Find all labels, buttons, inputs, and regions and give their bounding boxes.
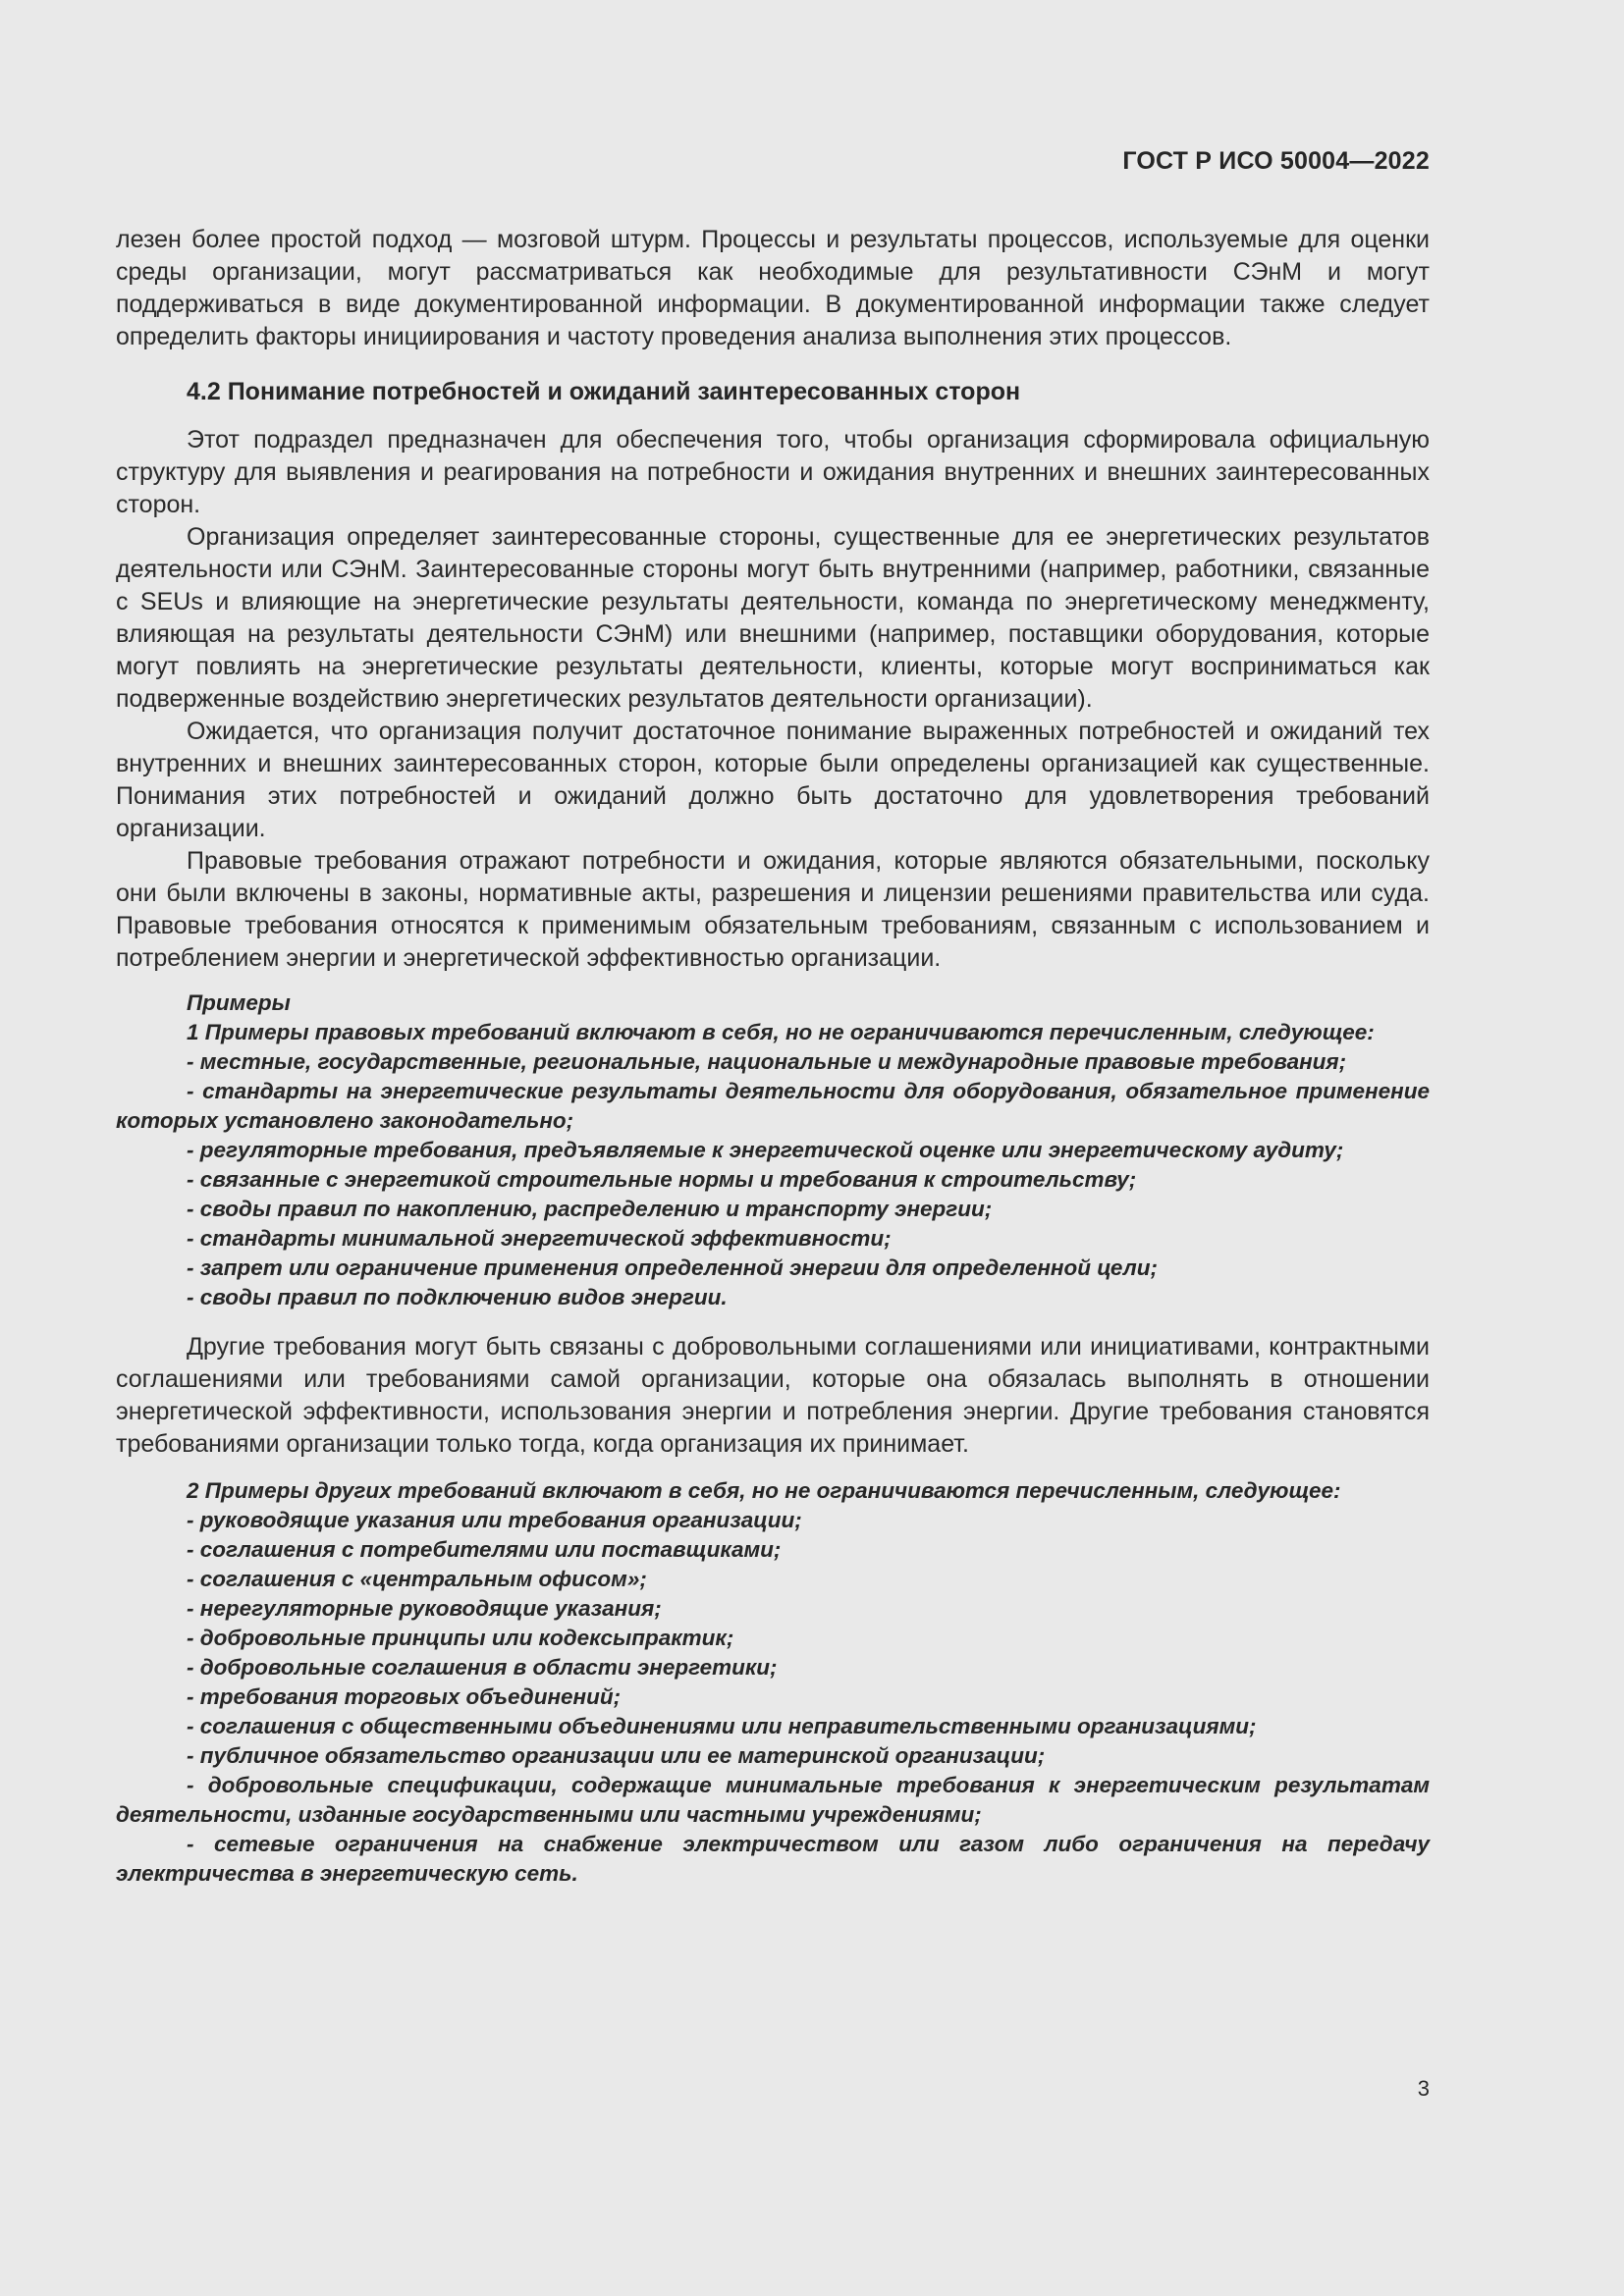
example-1-item: - связанные с энергетикой строительные нормы и требования к строительству; [187,1167,1137,1192]
example-1-item: - своды правил по подключению видов энергии. [187,1285,728,1309]
example-1-intro: 1 Примеры правовых требований включают в себя, но не ограничиваются перечисленным, следующее: [187,1020,1375,1044]
paragraph-intro: лезен более простой подход — мозговой штурм. Процессы и результаты процессов, используемые для оценки среды организации, могут рассматриваться как необходимые для результативности СЭнМ и могут поддерживаться в виде документированной информации. В документированной информации также следует определить факторы инициирования и частоту проведения анализа выполнения этих процессов. [116,226,1430,350]
examples-block-2 [116,1476,1430,1889]
paragraph-4: Правовые требования отражают потребности и ожидания, которые являются обязательными, поскольку они были включены в законы, нормативные акты, разрешения и лицензии решениями правительства или суда. Правовые требования относятся к применимым обязательным требованиям, связанным с использованием и потреблением энергии и энергетической эффективностью организации. [116,847,1430,972]
example-1-item: - своды правил по накоплению, распределению и транспорту энергии; [187,1197,993,1221]
document-code: ГОСТ Р ИСО 50004—2022 [1122,147,1430,175]
paragraph-2: Организация определяет заинтересованные стороны, существенные для ее энергетических результатов деятельности или СЭнМ. Заинтересованные стороны могут быть внутренними (например, работники, связанные с SEUs и влияющие на энергетические результаты деятельности, команда по энергетическому менеджменту, влияющая на результаты деятельности СЭнМ) или внешними (например, поставщики оборудования, которые могут повлиять на энергетические результаты деятельности, клиенты, которые могут восприниматься как подверженные воздействию энергетических результатов деятельности организации). [116,523,1430,713]
paragraph-1: Этот подраздел предназначен для обеспечения того, чтобы организация сформировала официальную структуру для выявления и реагирования на потребности и ожидания внутренних и внешних заинтересованных сторон. [116,426,1430,518]
section-heading: 4.2 Понимание потребностей и ожиданий заинтересованных сторон [187,378,1021,405]
example-2-item: - нерегуляторные руководящие указания; [187,1596,662,1621]
example-2-item: - добровольные спецификации, содержащие минимальные требования к энергетическим результатам деятельности, изданные государственными или частными учреждениями; [116,1773,1430,1827]
example-2-item: - руководящие указания или требования организации; [187,1508,802,1532]
example-1-item: - местные, государственные, региональные, национальные и международные правовые требования; [187,1049,1347,1074]
example-2-item: - публичное обязательство организации или ее материнской организации; [187,1743,1046,1768]
examples-block-1 [116,988,1430,1312]
example-1-item: - запрет или ограничение применения определенной энергии для определенной цели; [187,1255,1158,1280]
example-1-item: - стандарты минимальной энергетической эффективности; [187,1226,892,1251]
paragraph-3: Ожидается, что организация получит достаточное понимание выраженных потребностей и ожиданий тех внутренних и внешних заинтересованных сторон, которые были определены организацией как существенные. Понимания этих потребностей и ожиданий должно быть достаточно для удовлетворения требований организации. [116,718,1430,842]
document-page [116,0,1430,2296]
example-2-item: - соглашения с «центральным офисом»; [187,1567,647,1591]
example-1-item: - регуляторные требования, предъявляемые к энергетической оценке или энергетическому аудиту; [187,1138,1344,1162]
example-2-item: - соглашения с потребителями или поставщиками; [187,1537,782,1562]
examples-title: Примеры [187,990,291,1015]
paragraph-5: Другие требования могут быть связаны с добровольными соглашениями или инициативами, контрактными соглашениями или требованиями самой организации, которые она обязалась выполнять в отношении энергетической эффективности, использования энергии и потребления энергии. Другие требования становятся требованиями организации только тогда, когда организация их принимает. [116,1333,1430,1458]
example-2-intro: 2 Примеры других требований включают в себя, но не ограничиваются перечисленным, следующее: [187,1478,1341,1503]
example-2-item: - соглашения с общественными объединениями или неправительственными организациями; [187,1714,1257,1738]
example-2-item: - добровольные принципы или кодексыпрактик; [187,1626,734,1650]
example-2-item: - добровольные соглашения в области энергетики; [187,1655,778,1680]
example-1-item: - стандарты на энергетические результаты деятельности для оборудования, обязательное применение которых установлено законодательно; [116,1079,1430,1133]
page-content [116,224,1430,1889]
example-2-item: - сетевые ограничения на снабжение электричеством или газом либо ограничения на передачу электричества в энергетическую сеть. [116,1832,1430,1886]
page-number: 3 [1417,2076,1430,2101]
example-2-item: - требования торговых объединений; [187,1684,622,1709]
